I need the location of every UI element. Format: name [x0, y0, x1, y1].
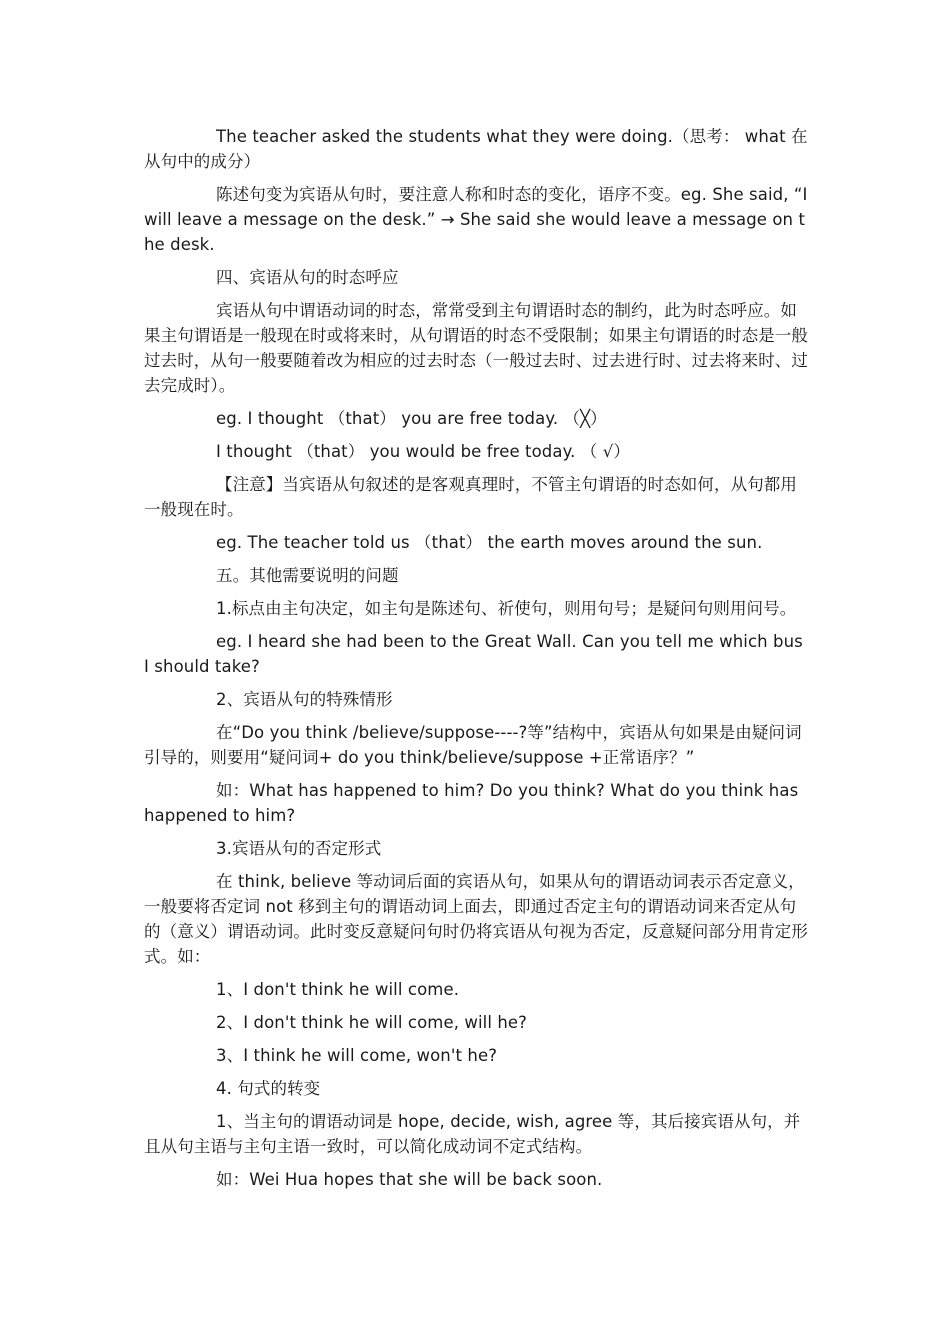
example-wrong: eg. I thought （that） you are free today. （╳） [216, 409, 607, 428]
paragraph-2: 陈述句变为宾语从句时，要注意人称和时态的变化，语序不变。eg. She said, “I will leave a message on the desk.” → She said she would leave a message on the desk. [144, 185, 808, 254]
example-truth: eg. The teacher told us （that） the earth moves around the sun. [216, 533, 763, 552]
document-page [144, 124, 810, 1200]
subheading-special-cases: 2、宾语从句的特殊情形 [216, 690, 393, 709]
example-special-case: 如：What has happened to him? Do you think? What do you think has happened to him? [144, 781, 799, 825]
example-right: I thought （that） you would be free today. （ √） [216, 442, 630, 461]
paragraph-3: 宾语从句中谓语动词的时态，常常受到主句谓语时态的制约，此为时态呼应。如果主句谓语是一般现在时或将来时，从句谓语的时态不受限制；如果主句谓语的时态是一般过去时，从句一般要随着改为相应的过去时态（一般过去时、过去进行时、过去将来时、过去完成时）。 [144, 301, 808, 395]
negation-example-1: 1、I don't think he will come. [216, 980, 460, 999]
subheading-negation: 3.宾语从句的否定形式 [216, 839, 382, 858]
paragraph-1: The teacher asked the students what they were doing.（思考： what 在从句中的成分） [144, 127, 808, 171]
negation-rule: 在 think, believe 等动词后面的宾语从句，如果从句的谓语动词表示否定意义，一般要将否定词 not 移到主句的谓语动词上面去，即通过否定主句的谓语动词来否定从句的（意义）谓语动词。此时变反意疑问句时仍将宾语从句视为否定，反意疑问部分用肯定形式。如： [144, 872, 808, 966]
negation-example-2: 2、I don't think he will come, will he? [216, 1013, 528, 1032]
special-case-rule: 在“Do you think /believe/suppose----?等”结构中，宾语从句如果是由疑问词引导的，则要用“疑问词+ do you think/believe/suppose +正常语序？” [144, 723, 802, 767]
transformation-example: 如：Wei Hua hopes that she will be back soon. [216, 1170, 603, 1189]
negation-example-3: 3、I think he will come, won't he? [216, 1046, 498, 1065]
note-paragraph: 【注意】当宾语从句叙述的是客观真理时，不管主句谓语的时态如何，从句都用一般现在时。 [144, 475, 797, 519]
punctuation-rule: 1.标点由主句决定，如主句是陈述句、祈使句，则用句号；是疑问句则用问号。 [216, 599, 797, 618]
subheading-transformation: 4. 句式的转变 [216, 1079, 321, 1098]
section-heading-4: 四、宾语从句的时态呼应 [216, 268, 399, 287]
transformation-rule: 1、当主句的谓语动词是 hope, decide, wish, agree 等，其后接宾语从句，并且从句主语与主句主语一致时，可以简化成动词不定式结构。 [144, 1112, 801, 1156]
section-heading-5: 五。其他需要说明的问题 [216, 566, 399, 585]
example-punctuation: eg. I heard she had been to the Great Wall. Can you tell me which bus I should take? [144, 632, 803, 676]
